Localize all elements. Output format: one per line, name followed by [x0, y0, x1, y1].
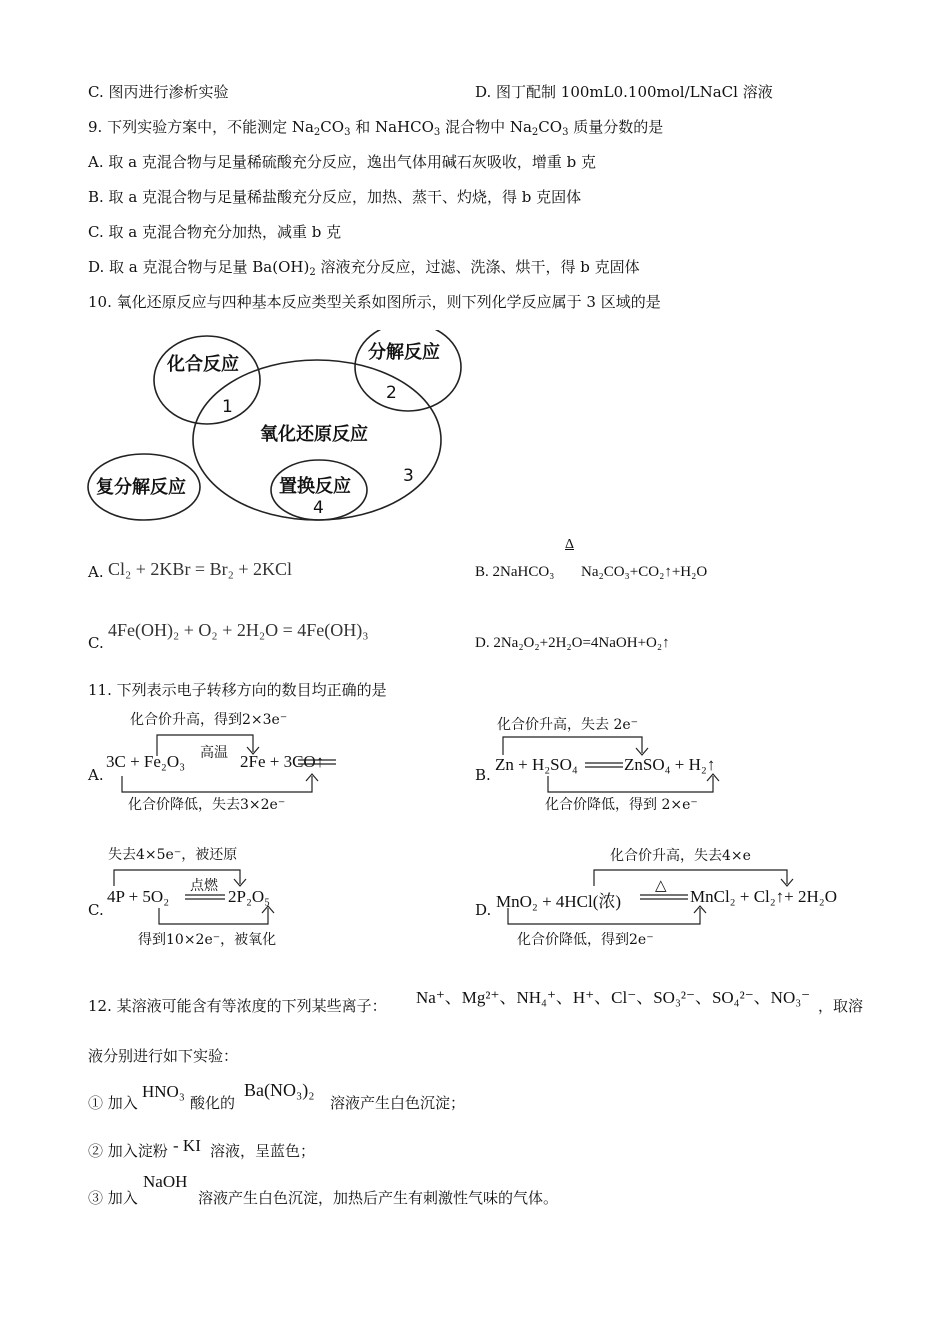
region-4-label: 4	[313, 498, 324, 518]
q11-a-reactants: 3C + Fe₂O₃	[106, 752, 186, 771]
q11-d-top-note: 化合价升高，失去4×e	[610, 848, 751, 864]
q10-option-b-label: B. 2NaHCO₃	[475, 564, 555, 580]
q12-ion-list: Na⁺、Mg²⁺、NH₄⁺、H⁺、Cl⁻、SO₃²⁻、SO₄²⁻、NO₃⁻	[416, 988, 811, 1007]
q12-stem-tail: ，取溶	[818, 997, 864, 1015]
q12-exp2-reagent: - KI	[173, 1136, 201, 1155]
region-1-label: 1	[222, 397, 233, 417]
q10-stem: 10. 氧化还原反应与四种基本反应类型关系如图所示，则下列化学反应属于 3 区域的是	[88, 293, 661, 311]
q10-option-d: D. 2Na₂O₂+2H₂O=4NaOH+O₂↑	[475, 635, 670, 651]
q11-option-b-label: B.	[475, 766, 491, 784]
region-2-label: 2	[386, 383, 397, 403]
q11-b-bottom-note: 化合价降低，得到 2×e⁻	[545, 797, 698, 813]
displacement-label: 置换反应	[279, 476, 351, 497]
q9-stem: 9. 下列实验方案中，不能测定 $Na_2CO_3$ 和 NaHCO$_3$ 混合物中 $Na_2CO_3$ 质量分数的是	[88, 118, 664, 138]
q11-c-top-note: 失去4×5e⁻，被还原	[108, 847, 238, 863]
q12-exp3-reagent: NaOH	[143, 1172, 188, 1191]
q12-exp3-prefix: ③ 加入	[88, 1189, 138, 1207]
q11-a-bottom-note: 化合价降低，失去3×2e⁻	[128, 797, 286, 813]
q11-d-reactants: MnO₂ + 4HCl(浓)	[496, 892, 622, 911]
q11-option-c-label: C.	[88, 901, 104, 919]
option-d-prev: D. 图丁配制 100mL0.100mol/LNaCl 溶液	[475, 83, 773, 101]
q12-exp3-result: 溶液产生白色沉淀，加热后产生有刺激性气味的气体。	[198, 1189, 559, 1207]
redox-label: 氧化还原反应	[260, 424, 368, 445]
q11-b-products: ZnSO₄ + H₂↑	[624, 755, 716, 774]
double-decomposition-label: 复分解反应	[96, 477, 186, 498]
q11-d-arrows	[490, 862, 850, 932]
q9-option-c: C. 取 a 克混合物充分加热，减重 b 克	[88, 223, 342, 241]
q11-c-products: 2P₂O₅	[228, 887, 271, 906]
q11-b-arrows	[490, 730, 750, 800]
q12-exp2-result: 溶液，呈蓝色；	[210, 1142, 316, 1160]
q11-a-products: 2Fe + 3CO↑	[240, 752, 325, 771]
combination-ellipse	[154, 336, 260, 424]
q10-option-a-label: A.	[88, 563, 104, 581]
q11-b-reactants: Zn + H₂SO₄	[495, 755, 578, 774]
combination-label: 化合反应	[167, 354, 239, 375]
q12-exp2-prefix: ② 加入淀粉	[88, 1142, 168, 1160]
q11-d-products: MnCl₂ + Cl₂↑+ 2H₂O	[690, 887, 837, 906]
q12-exp1-acid: HNO₃	[142, 1082, 185, 1101]
q11-b-top-note: 化合价升高，失去 2e⁻	[497, 717, 639, 733]
q11-option-a-label: A.	[88, 766, 104, 784]
q12-exp1-prefix: ① 加入	[88, 1094, 138, 1112]
q11-a-condition: 高温	[200, 745, 228, 761]
q11-c-arrows	[100, 862, 300, 932]
q11-c-reactants: 4P + 5O₂	[107, 887, 170, 906]
reaction-type-venn-diagram	[84, 330, 474, 530]
q10-option-c-equation: 4Fe(OH)₂ + O₂ + 2H₂O = 4Fe(OH)₃	[108, 620, 369, 640]
q11-stem: 11. 下列表示电子转移方向的数目均正确的是	[88, 681, 387, 699]
q11-d-bottom-note: 化合价降低，得到2e⁻	[517, 932, 654, 948]
q12-exp1-result: 溶液产生白色沉淀；	[330, 1094, 466, 1112]
q9-option-b: B. 取 a 克混合物与足量稀盐酸充分反应，加热、蒸干、灼烧，得 b 克固体	[88, 188, 582, 206]
q12-stem-line2: 液分别进行如下实验：	[88, 1047, 239, 1065]
q11-a-arrows	[100, 730, 360, 800]
q12-exp1-mid: 酸化的	[190, 1094, 236, 1112]
q10-option-a-equation: Cl₂ + 2KBr = Br₂ + 2KCl	[108, 559, 293, 579]
q12-stem: 12. 某溶液可能含有等浓度的下列某些离子：	[88, 997, 387, 1015]
q11-c-condition: 点燃	[190, 878, 218, 894]
q11-c-bottom-note: 得到10×2e⁻，被氧化	[138, 932, 277, 948]
q10-option-b-condition: Δ	[565, 537, 575, 552]
q10-option-c-label: C.	[88, 634, 104, 652]
region-3-label: 3	[403, 466, 414, 486]
q11-option-d-label: D.	[475, 901, 492, 919]
q10-option-b-products: Na₂CO₃+CO₂↑+H₂O	[581, 564, 708, 580]
q11-d-condition: △	[655, 878, 667, 894]
q9-option-d: D. 取 a 克混合物与足量 $Ba(OH)_2$ 溶液充分反应，过滤、洗涤、烘干，得 b 克固体	[88, 258, 640, 278]
option-c-prev: C. 图丙进行渗析实验	[88, 83, 229, 101]
q12-exp1-salt: Ba(NO₃)₂	[244, 1080, 315, 1100]
q11-a-top-note: 化合价升高，得到2×3e⁻	[130, 712, 288, 728]
q9-option-a: A. 取 a 克混合物与足量稀硫酸充分反应，逸出气体用碱石灰吸收，增重 b 克	[88, 153, 596, 171]
decomposition-label: 分解反应	[368, 342, 440, 363]
